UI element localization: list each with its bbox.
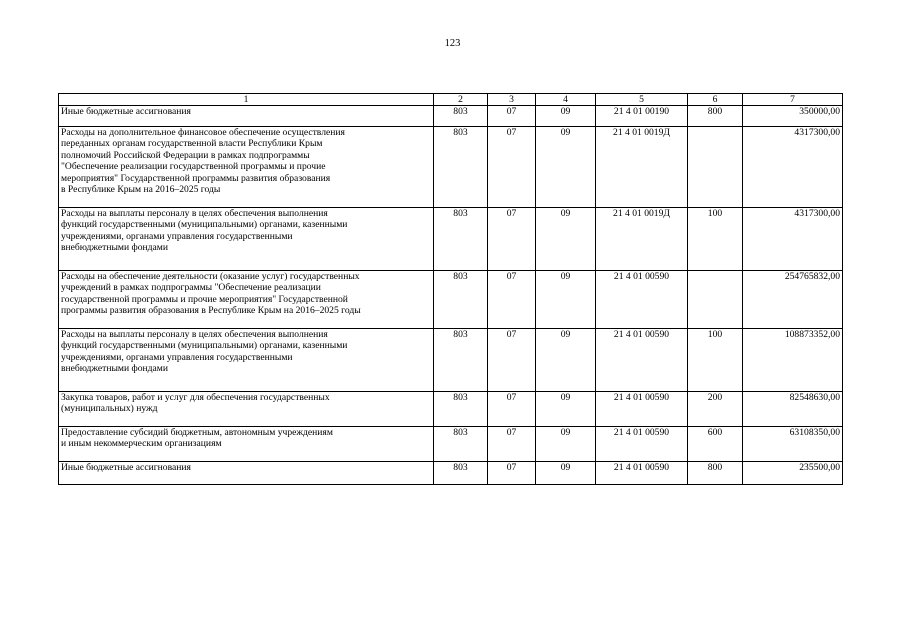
expense-description: Расходы на дополнительное финансовое обеспечение осуществления переданных органам государственной власти Республики Крым полномочий Российской Федерации в рамках подпрограммы "Обеспечение реализации государственной программы и прочие мероприятия" Государственной программы развития образования в Республике Крым на 2016–2025 годы: [59, 127, 434, 208]
amount: 350000,00: [743, 106, 843, 127]
subsection-code: 09: [536, 208, 596, 271]
section-code: 07: [488, 271, 536, 329]
amount: 82548630,00: [743, 392, 843, 427]
table-row: [59, 106, 843, 127]
subsection-code: 09: [536, 106, 596, 127]
subsection-code: 09: [536, 271, 596, 329]
target-article-code: 21 4 01 0019Д: [596, 208, 688, 271]
expense-description: Иные бюджетные ассигнования: [59, 462, 434, 485]
amount: 63108350,00: [743, 427, 843, 462]
column-header: 2: [434, 94, 488, 106]
section-code: 07: [488, 462, 536, 485]
section-code: 07: [488, 329, 536, 392]
column-header: 7: [743, 94, 843, 106]
table-row: [59, 271, 843, 329]
expense-description: Расходы на выплаты персоналу в целях обеспечения выполнения функций государственными (муниципальными) органами, казенными учреждениями, органами управления государственными внебюджетными фондами: [59, 208, 434, 271]
ministry-code: 803: [434, 427, 488, 462]
ministry-code: 803: [434, 208, 488, 271]
section-code: 07: [488, 208, 536, 271]
expense-description: Иные бюджетные ассигнования: [59, 106, 434, 127]
subsection-code: 09: [536, 329, 596, 392]
expense-description: Расходы на обеспечение деятельности (оказание услуг) государственных учреждений в рамках подпрограммы "Обеспечение реализации государственной программы и прочие мероприятия" Государственной программы развития образования в Республике Крым на 2016–2025 годы: [59, 271, 434, 329]
column-header: 5: [596, 94, 688, 106]
expense-description: Закупка товаров, работ и услуг для обеспечения государственных (муниципальных) нужд: [59, 392, 434, 427]
ministry-code: 803: [434, 462, 488, 485]
page-number: 123: [444, 38, 461, 49]
expense-type-code: [688, 271, 743, 329]
target-article-code: 21 4 01 00590: [596, 427, 688, 462]
table-row: [59, 208, 843, 271]
section-code: 07: [488, 427, 536, 462]
target-article-code: 21 4 01 00190: [596, 106, 688, 127]
table-row: [59, 329, 843, 392]
target-article-code: 21 4 01 00590: [596, 392, 688, 427]
column-header: 4: [536, 94, 596, 106]
expense-type-code: 100: [688, 208, 743, 271]
table-row: [59, 392, 843, 427]
subsection-code: 09: [536, 392, 596, 427]
ministry-code: 803: [434, 127, 488, 208]
subsection-code: 09: [536, 427, 596, 462]
subsection-code: 09: [536, 127, 596, 208]
ministry-code: 803: [434, 271, 488, 329]
table-row: [59, 462, 843, 485]
expense-type-code: [688, 127, 743, 208]
target-article-code: 21 4 01 0019Д: [596, 127, 688, 208]
table-row: [59, 127, 843, 208]
budget-table: [58, 93, 843, 485]
table-header: [59, 94, 843, 106]
amount: 4317300,00: [743, 208, 843, 271]
expense-type-code: 600: [688, 427, 743, 462]
table-row: [59, 427, 843, 462]
ministry-code: 803: [434, 106, 488, 127]
ministry-code: 803: [434, 329, 488, 392]
target-article-code: 21 4 01 00590: [596, 462, 688, 485]
expense-description: Предоставление субсидий бюджетным, автономным учреждениям и иным некоммерческим организациям: [59, 427, 434, 462]
expense-type-code: 800: [688, 462, 743, 485]
expense-type-code: 200: [688, 392, 743, 427]
amount: 254765832,00: [743, 271, 843, 329]
section-code: 07: [488, 127, 536, 208]
column-header: 6: [688, 94, 743, 106]
column-header: 1: [59, 94, 434, 106]
target-article-code: 21 4 01 00590: [596, 329, 688, 392]
amount: 235500,00: [743, 462, 843, 485]
section-code: 07: [488, 392, 536, 427]
subsection-code: 09: [536, 462, 596, 485]
expense-type-code: 100: [688, 329, 743, 392]
amount: 108873352,00: [743, 329, 843, 392]
column-header: 3: [488, 94, 536, 106]
expense-description: Расходы на выплаты персоналу в целях обеспечения выполнения функций государственными (муниципальными) органами, казенными учреждениями, органами управления государственными внебюджетными фондами: [59, 329, 434, 392]
ministry-code: 803: [434, 392, 488, 427]
amount: 4317300,00: [743, 127, 843, 208]
section-code: 07: [488, 106, 536, 127]
target-article-code: 21 4 01 00590: [596, 271, 688, 329]
expense-type-code: 800: [688, 106, 743, 127]
